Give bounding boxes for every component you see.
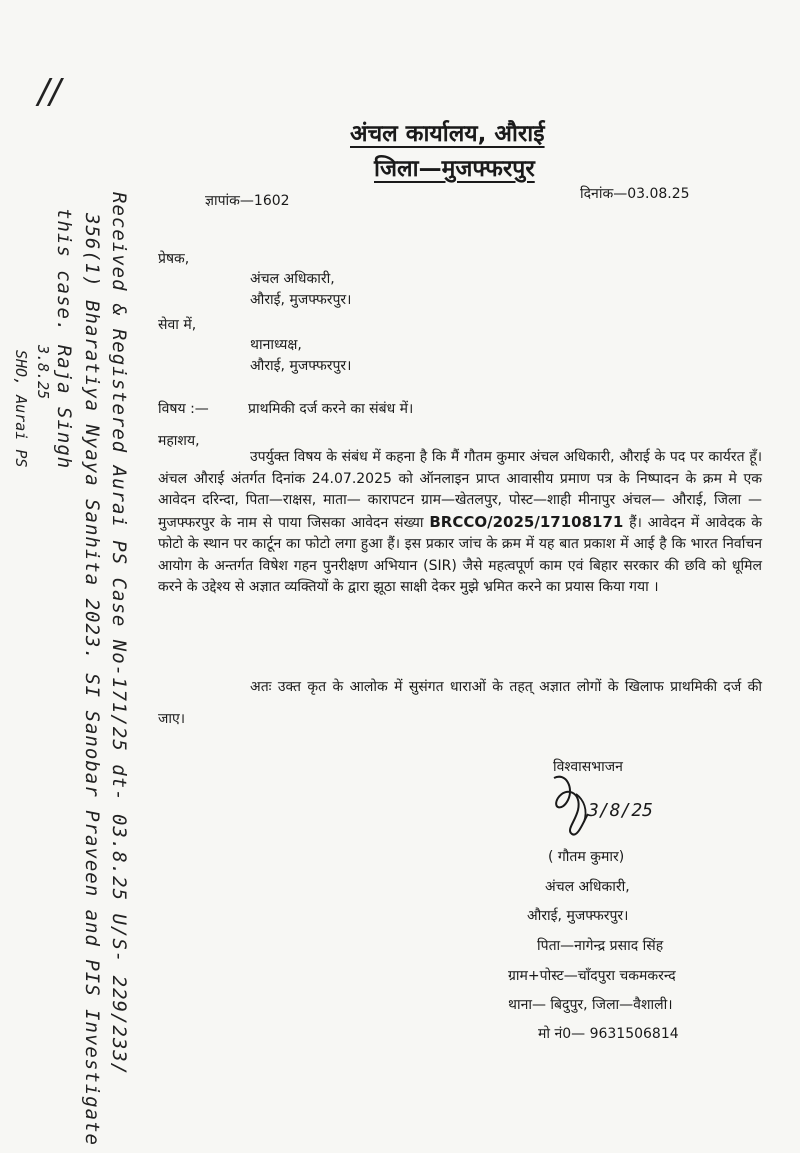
sender-line2: औराई, मुजफ्फरपुर।	[250, 292, 352, 308]
subject-label: विषय :—	[158, 401, 209, 417]
letter-date: दिनांक—03.08.25	[580, 186, 690, 202]
margin-note-line2: 356(1) Bharatiya Nyaya Sanhita 2023. SI Sanobar Praveen and PIS Investigate	[81, 213, 103, 1146]
office-heading: अंचल कार्यालय, औराई	[350, 121, 545, 147]
signature-date: 3/8/25	[588, 800, 654, 821]
signer-mobile: मो नं0— 9631506814	[538, 1026, 679, 1042]
signer-thana: थाना— बिदुपुर, जिला—वैशाली।	[508, 997, 673, 1013]
signature-mark	[548, 770, 658, 850]
body-paragraph-2: अतः उक्त कृत के आलोक में सुसंगत धाराओं के तहत् अज्ञात लोगों के खिलाफ प्राथमिकी दर्ज की जाए।	[158, 679, 762, 727]
salutation: महाशय,	[158, 433, 200, 449]
sender-label: प्रेषक,	[158, 251, 190, 267]
signer-father: पिता—नागेन्द्र प्रसाद सिंह	[537, 938, 664, 954]
recipient-line2: औराई, मुजफ्फरपुर।	[250, 358, 352, 374]
recipient-line1: थानाध्यक्ष,	[250, 337, 302, 353]
district-heading: जिला—मुजफ्फरपुर	[374, 156, 535, 182]
margin-slash-marks: //	[38, 72, 61, 112]
subject-text: प्राथमिकी दर्ज करने का संबंध में।	[248, 401, 414, 417]
body-paragraph-1	[158, 447, 762, 599]
letter-number: ज्ञापांक—1602	[205, 193, 290, 209]
signer-office: औराई, मुजफ्फरपुर।	[527, 908, 629, 924]
margin-note-line4: 3.8.25	[34, 345, 52, 400]
signer-village: ग्राम+पोस्ट—चाँदपुरा चकमकरन्द	[508, 968, 676, 984]
margin-note-line3: this case. Raja Singh	[53, 208, 75, 470]
signer-designation: अंचल अधिकारी,	[545, 879, 630, 895]
margin-note-line1: Received & Registered Aurai PS Case No-171/25 dt- 03.8.25 U/S- 229/233/	[108, 192, 130, 1076]
recipient-label: सेवा में,	[158, 317, 197, 333]
signer-name: ( गौतम कुमार)	[548, 849, 625, 865]
closing-text: विश्वासभाजन	[553, 759, 623, 775]
application-number: BRCCO/2025/17108171	[429, 512, 624, 531]
sender-line1: अंचल अधिकारी,	[250, 271, 335, 287]
margin-note-line5: SHO, Aurai PS	[12, 350, 30, 468]
body-text-part1: उपर्युक्त विषय के संबंध में कहना है कि मैं गौतम कुमार अंचल अधिकारी, औराई के पद पर कार्यरत हूँ। अंचल औराई अंतर्गत दिनांक 24.07.2025 को ऑनलाइन प्राप्त आवासीय प्रमाण पत्र के निष्पादन के क्रम मे एक आवेदन दरिन्दा, पिता—राक्षस, माता— कारापटन ग्राम—खेतलपुर, पोस्ट—शाही मीनापुर अंचल— औराई, जिला —मुजफ्फरपुर के नाम से पाया जिसका आवेदन संख्या	[158, 449, 762, 531]
body-text-part2: हैं। आवेदन में आवेदक के फोटो के स्थान पर कार्टून का फोटो लगा हुआ हैं। इस प्रकार जांच के क्रम में यह बात प्रकाश में आई है कि भारत निर्वाचन आयोग के अन्तर्गत विषेश गहन पुनरीक्षण अभियान (SIR) जैसे महत्वपूर्ण काम एवं बिहार सरकार की छवि को धूमिल करने के उद्देश्य से अज्ञात व्यक्तियों के द्वारा झूठा साक्षी देकर मुझे भ्रमित करने का प्रयास किया गया ।	[158, 514, 763, 595]
